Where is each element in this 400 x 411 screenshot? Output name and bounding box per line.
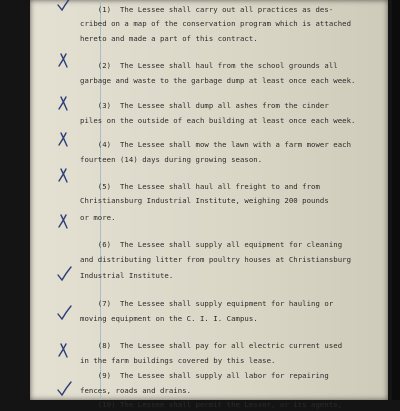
text-line: (2) The Lessee shall haul from the school grounds all (80, 60, 338, 70)
x-mark-icon (59, 344, 67, 357)
x-mark-icon (59, 54, 67, 67)
check-mark-icon (58, 0, 71, 10)
x-mark-icon (59, 133, 67, 146)
check-mark-icon (58, 306, 71, 319)
check-mark-icon (58, 267, 71, 280)
text-line: piles on the outside of each building at least once each week. (80, 116, 356, 126)
text-line: and distributing litter from poultry houses at Christiansburg (80, 255, 352, 265)
check-mark-icon (58, 382, 71, 395)
text-line: (6) The Lessee shall supply all equipment for cleaning (80, 240, 343, 250)
text-line: cribed on a map of the conservation program which is attached (80, 19, 352, 29)
text-line: (1) The Lessee shall carry out all practices as des- (80, 4, 334, 14)
text-line: hereto and made a part of this contract. (80, 33, 258, 43)
text-line: Industrial Institute. (80, 271, 174, 281)
page-edge (392, 0, 400, 400)
x-mark-icon (59, 215, 67, 228)
text-line: (9) The Lessee shall supply all labor for repairing (80, 370, 329, 380)
text-line: fourteen (14) days during growing season. (80, 155, 263, 164)
x-mark-icon (59, 169, 67, 182)
text-line: (7) The Lessee shall supply equipment for hauling or (80, 299, 334, 309)
text-line: or more. (80, 213, 116, 223)
text-line: garbage and waste to the garbage dump at least once each week. (80, 75, 356, 85)
text-line: fences, roads and drains. (80, 385, 192, 395)
text-line: (5) The Lessee shall haul all freight to and from (80, 182, 320, 192)
text-line: moving equipment on the C. I. I. Campus. (80, 314, 258, 324)
text-line: (10) The Lessee shall permit the Lessor, or its agents, (80, 399, 343, 409)
x-mark-icon (59, 97, 67, 110)
text-line: in the farm buildings covered by this lease. (80, 355, 276, 365)
contract-text (80, 0, 388, 409)
text-line: (8) The Lessee shall pay for all electric current used (80, 340, 343, 350)
text-line: (4) The Lessee shall mow the lawn with a farm mower each (80, 140, 352, 150)
text-line: Christiansburg Industrial Institute, weighing 200 pounds (80, 196, 329, 206)
text-line: (3) The Lessee shall dump all ashes from the cinder (80, 101, 329, 111)
